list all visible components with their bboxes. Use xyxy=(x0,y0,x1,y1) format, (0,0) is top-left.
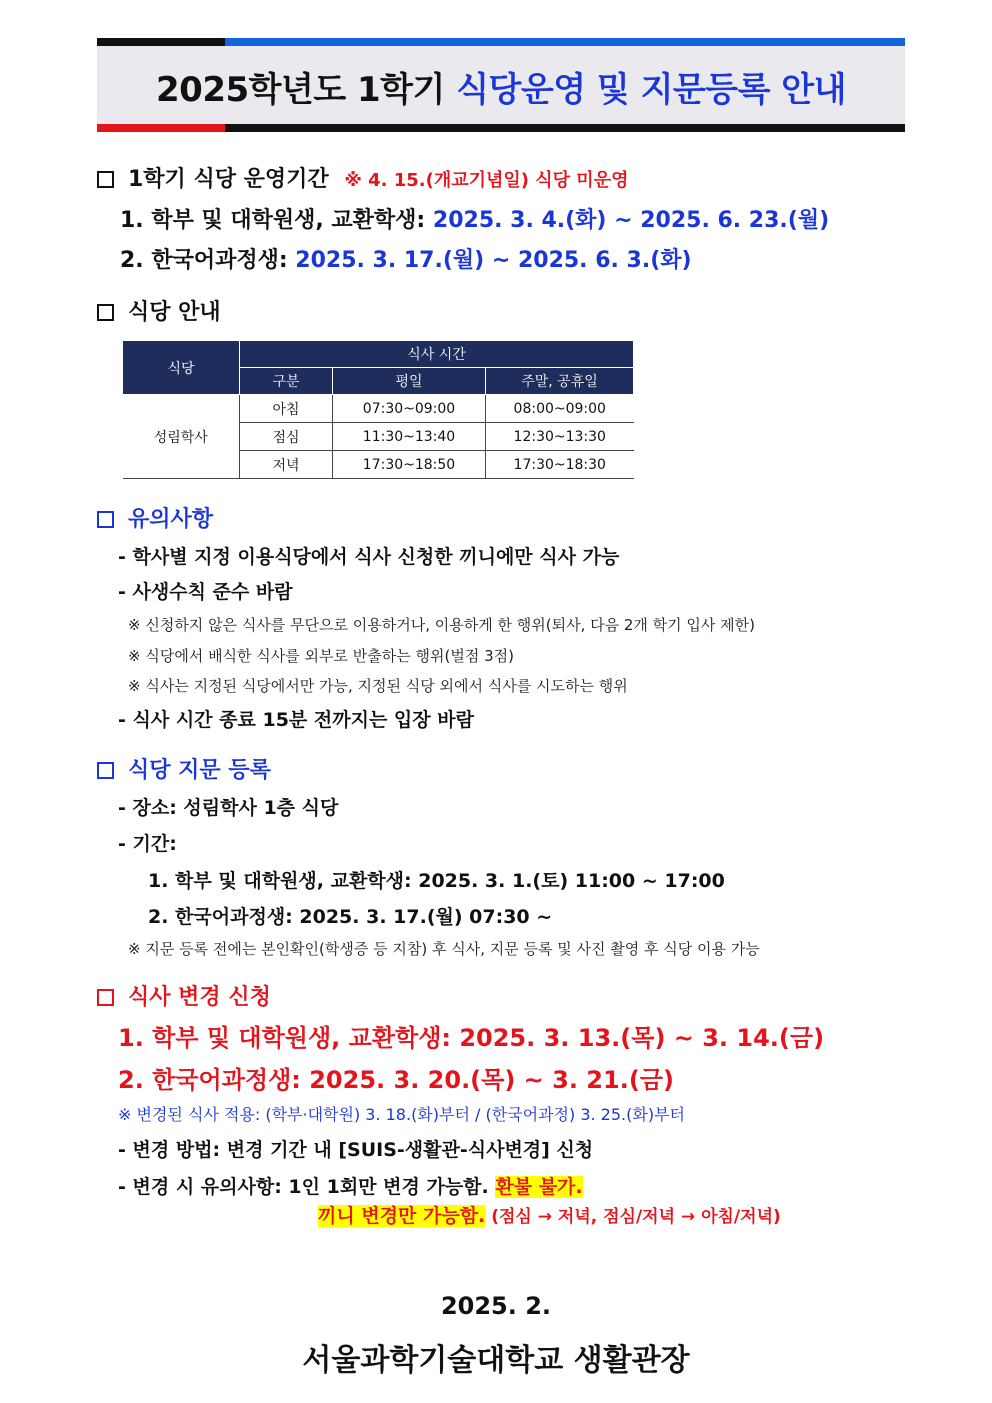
change-item-1: 1. 학부 및 대학원생, 교환학생: 2025. 3. 13.(목) ~ 3. 14.(금) xyxy=(118,1024,825,1052)
caution-note-1: ※ 신청하지 않은 식사를 무단으로 이용하거나, 이용하게 한 행위(퇴사, 다음 2개 학기 입사 제한) xyxy=(128,616,755,634)
change-heading-text: 식사 변경 신청 xyxy=(128,985,271,1010)
banner-bar-top-black xyxy=(97,38,225,46)
checkbox-square-icon xyxy=(97,171,114,188)
table-header-mealtime: 식사 시간 xyxy=(240,341,634,368)
change-note: ※ 변경된 식사 적용: (학부·대학원) 3. 18.(화)부터 / (한국어과정) 3. 25.(화)부터 xyxy=(118,1105,685,1124)
checkbox-square-icon xyxy=(97,304,114,321)
caution-item-2: - 사생수칙 준수 바람 xyxy=(118,581,293,603)
caution-item-1: - 학사별 지정 이용식당에서 식사 신청한 끼니에만 식사 가능 xyxy=(118,546,620,568)
period-item-1-value: 2025. 3. 4.(화) ~ 2025. 6. 23.(월) xyxy=(432,208,830,233)
caution-note-2: ※ 식당에서 배식한 식사를 외부로 반출하는 행위(벌점 3점) xyxy=(128,647,514,665)
change-caution-label: - 변경 시 유의사항: 1인 1회만 변경 가능함. xyxy=(118,1176,496,1198)
banner-bar-top-blue xyxy=(225,38,905,46)
period-item-1-label: 1. 학부 및 대학원생, 교환학생: xyxy=(120,208,433,233)
fingerprint-period-2: 2. 한국어과정생: 2025. 3. 17.(월) 07:30 ~ xyxy=(148,906,553,928)
period-item-2-label: 2. 한국어과정생: xyxy=(120,248,296,273)
fingerprint-note: ※ 지문 등록 전에는 본인확인(학생증 등 지참) 후 식사, 지문 등록 및 사진 촬영 후 식당 이용 가능 xyxy=(128,940,760,958)
table-cell-cafeteria: 성림학사 xyxy=(123,395,240,479)
change-item-2: 2. 한국어과정생: 2025. 3. 20.(목) ~ 3. 21.(금) xyxy=(118,1066,674,1094)
table-header-weekday: 평일 xyxy=(333,368,486,395)
change-caution-detail xyxy=(318,1201,781,1228)
caution-heading-text: 유의사항 xyxy=(128,507,214,532)
table-cell-weekday: 17:30~18:50 xyxy=(333,451,486,479)
footer-organization: 서울과학기술대학교 생활관장 xyxy=(302,1343,690,1378)
caution-note-3: ※ 식사는 지정된 식당에서만 가능, 지정된 식당 외에서 식사를 시도하는 행위 xyxy=(128,677,628,695)
table-cell-weekday: 07:30~09:00 xyxy=(333,395,486,423)
change-caution-no-refund: 환불 불가. xyxy=(495,1176,583,1198)
fingerprint-period-1: 1. 학부 및 대학원생, 교환학생: 2025. 3. 1.(토) 11:00 ~ 17:00 xyxy=(148,870,725,892)
table-cell-weekday: 11:30~13:40 xyxy=(333,423,486,451)
guide-heading-text: 식당 안내 xyxy=(128,300,221,325)
checkbox-square-icon xyxy=(97,989,114,1006)
footer-date: 2025. 2. xyxy=(440,1292,552,1320)
table-header-type: 구분 xyxy=(240,368,333,395)
change-caution-meal-only: 끼니 변경만 가능함. xyxy=(318,1205,486,1227)
table-cell-type: 점심 xyxy=(240,423,333,451)
fingerprint-period-label: - 기간: xyxy=(118,833,177,855)
guide-heading xyxy=(97,295,221,326)
period-heading-text: 1학기 식당 운영기간 xyxy=(128,167,329,192)
caution-item-3: - 식사 시간 종료 15분 전까지는 입장 바람 xyxy=(118,709,474,731)
table-header-weekend: 주말, 공휴일 xyxy=(486,368,634,395)
table-row xyxy=(123,395,634,423)
fingerprint-place: - 장소: 성림학사 1층 식당 xyxy=(118,797,339,819)
meal-time-table xyxy=(122,340,634,479)
page-title xyxy=(97,62,905,111)
table-cell-type: 저녁 xyxy=(240,451,333,479)
banner-bar-bottom-black xyxy=(225,124,905,132)
page-title-part1: 2025학년도 1학기 xyxy=(156,70,457,110)
table-cell-type: 아침 xyxy=(240,395,333,423)
caution-heading xyxy=(97,502,213,533)
change-caution-example: (점심 → 저녁, 점심/저녁 → 아침/저녁) xyxy=(485,1207,781,1227)
period-item-2-value: 2025. 3. 17.(월) ~ 2025. 6. 3.(화) xyxy=(295,248,692,273)
fingerprint-heading xyxy=(97,753,271,784)
fingerprint-heading-text: 식당 지문 등록 xyxy=(128,758,271,783)
period-heading xyxy=(97,162,628,193)
checkbox-square-icon xyxy=(97,511,114,528)
table-cell-weekend: 17:30~18:30 xyxy=(486,451,634,479)
period-heading-note: ※ 4. 15.(개교기념일) 식당 미운영 xyxy=(344,170,629,191)
checkbox-square-icon xyxy=(97,762,114,779)
change-caution xyxy=(118,1172,583,1199)
title-banner xyxy=(97,38,905,132)
table-cell-weekend: 08:00~09:00 xyxy=(486,395,634,423)
change-heading xyxy=(97,980,271,1011)
page-title-part2: 식당운영 및 지문등록 안내 xyxy=(456,70,846,110)
table-cell-weekend: 12:30~13:30 xyxy=(486,423,634,451)
banner-bar-bottom-red xyxy=(97,124,225,132)
table-header-cafeteria: 식당 xyxy=(123,341,240,395)
change-method: - 변경 방법: 변경 기간 내 [SUIS-생활관-식사변경] 신청 xyxy=(118,1139,594,1161)
period-item-2 xyxy=(120,243,692,274)
period-item-1 xyxy=(120,203,829,234)
